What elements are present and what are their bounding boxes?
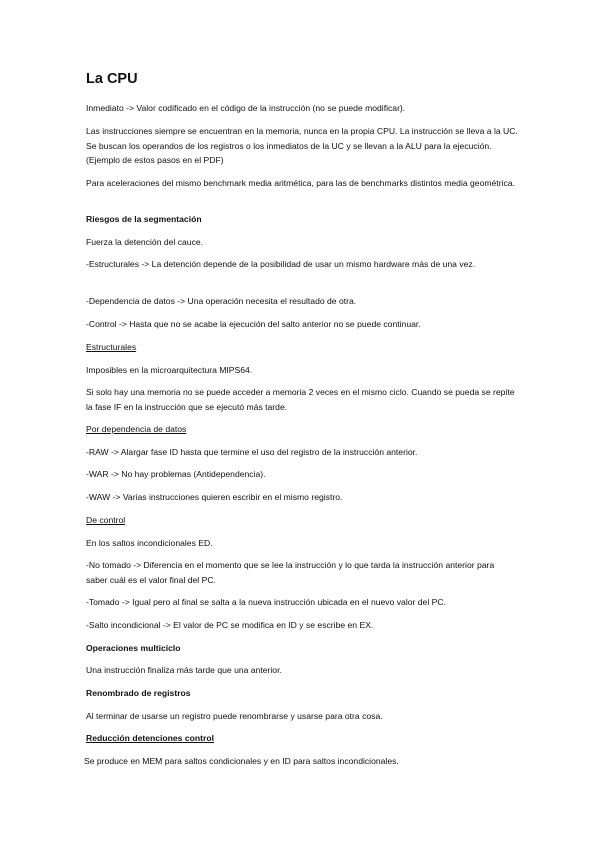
paragraph-saltos: En los saltos incondicionales ED. bbox=[86, 538, 213, 548]
heading-de-control: De control bbox=[86, 515, 126, 525]
paragraph-control: -Control -> Hasta que no se acabe la ejecución del salto anterior no se puede continuar. bbox=[86, 319, 421, 329]
paragraph-war: -WAR -> No hay problemas (Antidependencia). bbox=[86, 469, 266, 479]
paragraph-raw: -RAW -> Alargar fase ID hasta que termine el uso del registro de la instrucción anterior. bbox=[86, 447, 418, 457]
heading-estructurales: Estructurales bbox=[86, 342, 137, 352]
heading-riesgos: Riesgos de la segmentación bbox=[86, 214, 202, 224]
paragraph-multiciclo: Una instrucción finaliza más tarde que una anterior. bbox=[86, 665, 282, 675]
paragraph-fuerza: Fuerza la detención del cauce. bbox=[86, 237, 204, 247]
page-title: La CPU bbox=[86, 71, 138, 87]
paragraph-reduccion: Se produce en MEM para saltos condicionales y en ID para saltos incondicionales. bbox=[84, 756, 399, 766]
paragraph-renombrado: Al terminar de usarse un registro puede renombrarse y usarse para otra cosa. bbox=[86, 711, 383, 721]
paragraph-no-tomado: -No tomado -> Diferencia en el momento que se lee la instrucción y lo que tarda la instrucción anterior para saber cuál es el valor final del PC. bbox=[86, 560, 495, 585]
paragraph-estructurales: -Estructurales -> La detención depende de la posibilidad de usar un mismo hardware más de una vez. bbox=[86, 259, 476, 269]
paragraph-dependencia: -Dependencia de datos -> Una operación necesita el resultado de otra. bbox=[86, 296, 357, 306]
paragraph-aceleraciones: Para aceleraciones del mismo benchmark media aritmética, para las de benchmarks distintos media geométrica. bbox=[86, 178, 515, 188]
heading-renombrado: Renombrado de registros bbox=[86, 688, 191, 698]
paragraph-instrucciones: Las instrucciones siempre se encuentran en la memoria, nunca en la propia CPU. La instrucción se lleva a la UC. Se buscan los operandos de los registros o los inmediatos de la UC y se llevan a la ALU para la ejecución. (Ejemplo de estos pasos en el PDF) bbox=[86, 126, 518, 166]
heading-reduccion: Reducción detenciones control bbox=[86, 733, 214, 743]
paragraph-imposibles: Imposibles en la microarquitectura MIPS64. bbox=[86, 365, 253, 375]
paragraph-memoria: Si solo hay una memoria no se puede acceder a memoria 2 veces en el mismo ciclo. Cuando se pueda se repite la fase IF en la instrucción que se ejecutó más tarde. bbox=[86, 387, 515, 412]
paragraph-inmediato: Inmediato -> Valor codificado en el código de la instrucción (no se puede modificar). bbox=[86, 103, 406, 113]
paragraph-waw: -WAW -> Varias instrucciones quieren escribir en el mismo registro. bbox=[86, 492, 343, 502]
heading-dependencia-datos: Por dependencia de datos bbox=[86, 424, 187, 434]
paragraph-salto-incondicional: -Salto incondicional -> El valor de PC se modifica en ID y se escribe en EX. bbox=[86, 620, 374, 630]
paragraph-tomado: -Tomado -> Igual pero al final se salta a la nueva instrucción ubicada en el nuevo valor del PC. bbox=[86, 597, 446, 607]
heading-multiciclo: Operaciones multiciclo bbox=[86, 643, 181, 653]
